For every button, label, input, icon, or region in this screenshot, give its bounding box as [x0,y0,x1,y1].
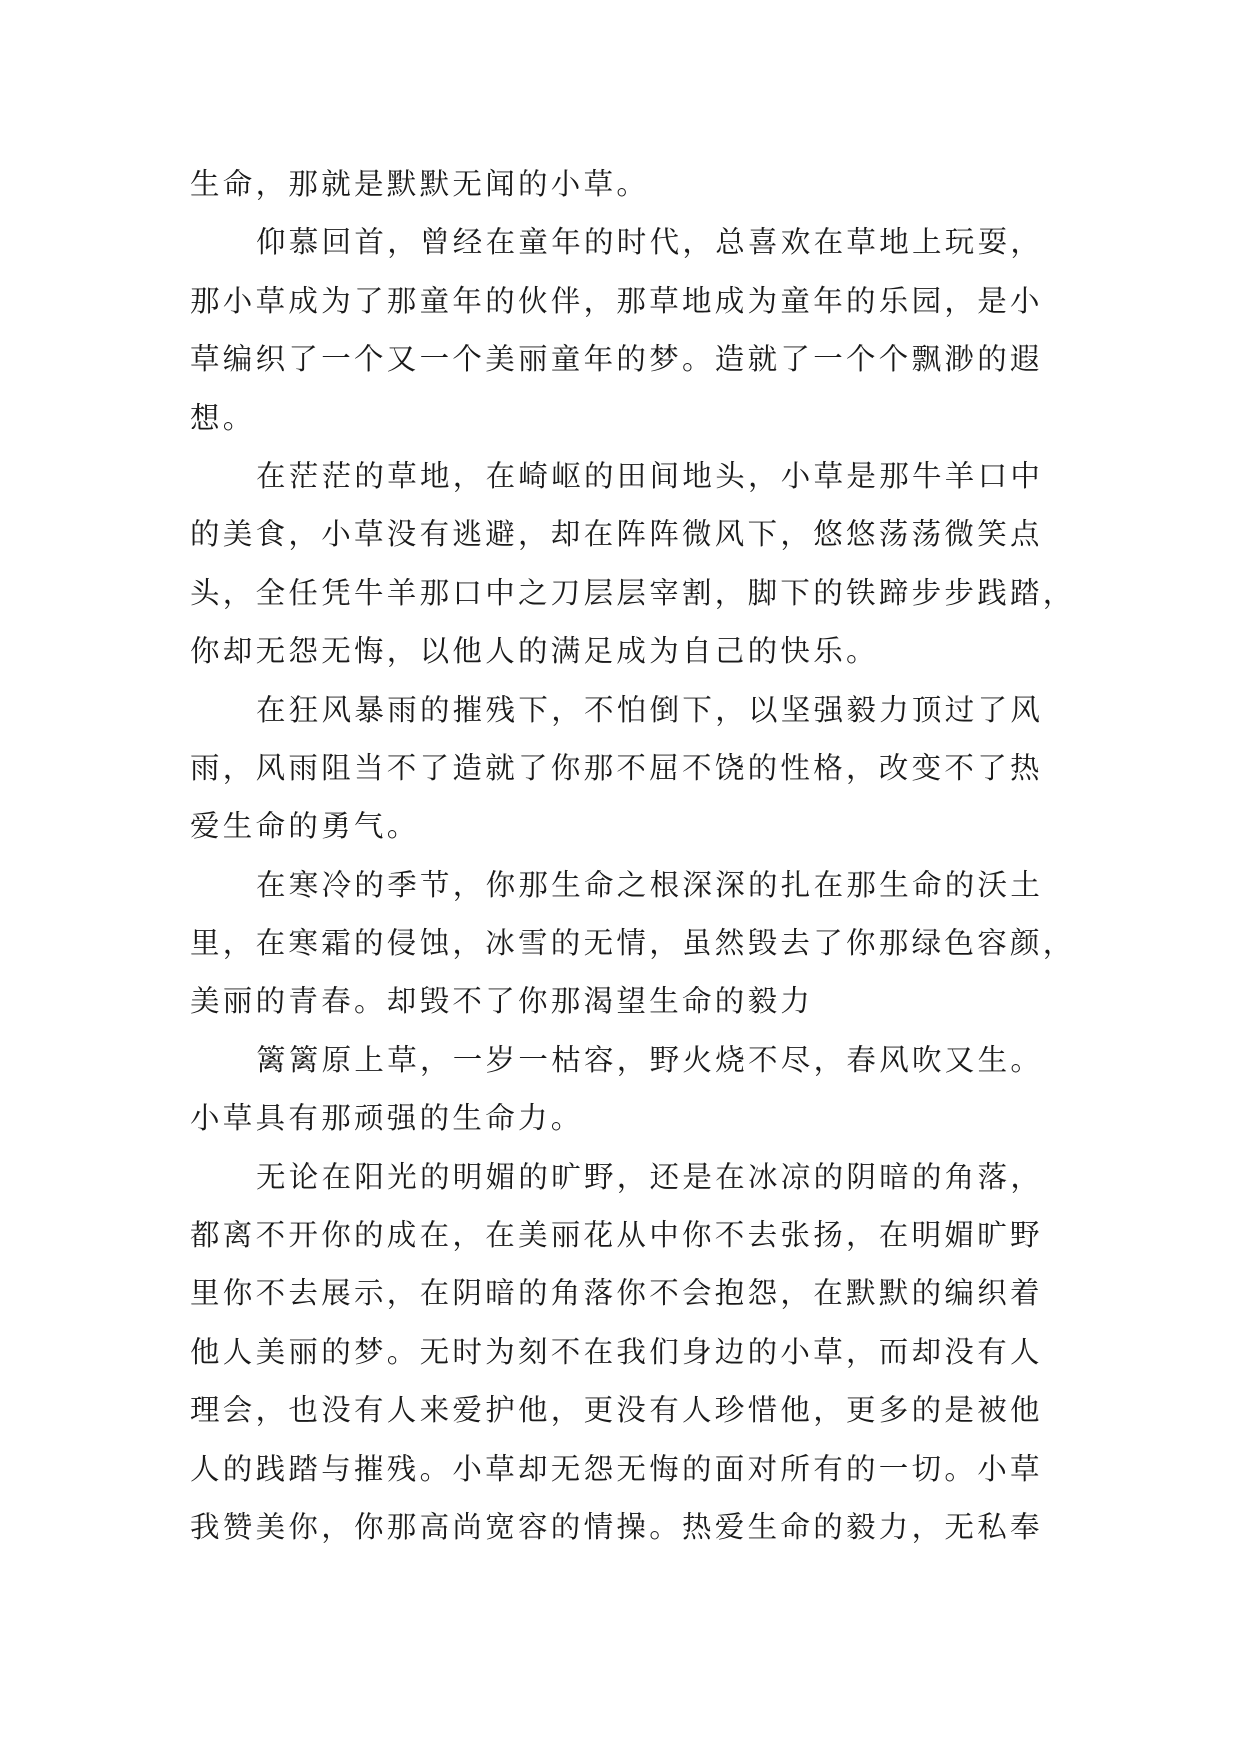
text-line: 头，全任凭牛羊那口中之刀层层宰割，脚下的铁蹄步步践踏， [190,575,1076,610]
text-line: 在狂风暴雨的摧残下，不怕倒下，以坚强毅力顶过了风 [256,692,1044,727]
text-line: 人的践踏与摧残。小草却无怨无悔的面对所有的一切。小草 [190,1451,1043,1486]
text-line: 无论在阳光的明媚的旷野，还是在冰凉的阴暗的角落， [256,1159,1044,1194]
text-line: 的美食，小草没有逃避，却在阵阵微风下，悠悠荡荡微笑点 [190,517,1043,552]
text-line: 理会，也没有人来爱护他，更没有人珍惜他，更多的是被他 [190,1393,1043,1428]
text-line: 爱生命的勇气。 [190,809,420,844]
text-line: 我赞美你，你那高尚宽容的情操。热爱生命的毅力，无私奉 [190,1509,1043,1544]
text-line: 草编织了一个又一个美丽童年的梦。造就了一个个飘渺的遐 [190,342,1043,377]
text-line: 那小草成为了那童年的伙伴，那草地成为童年的乐园，是小 [190,283,1043,318]
text-line: 生命，那就是默默无闻的小草。 [190,167,650,201]
text-line: 里你不去展示，在阴暗的角落你不会抱怨，在默默的编织着 [190,1276,1043,1311]
text-line: 都离不开你的成在，在美丽花从中你不去张扬，在明媚旷野 [190,1218,1043,1253]
body-text [190,155,1076,1556]
text-line: 美丽的青春。却毁不了你那渴望生命的毅力 [190,984,814,1019]
text-line: 篱篱原上草，一岁一枯容，野火烧不尽，春风吹又生。 [256,1042,1044,1077]
text-line: 仰慕回首，曾经在童年的时代，总喜欢在草地上玩耍， [256,225,1044,260]
text-line: 雨，风雨阻当不了造就了你那不屈不饶的性格，改变不了热 [190,750,1043,785]
text-line: 在寒冷的季节，你那生命之根深深的扎在那生命的沃土 [256,867,1044,902]
text-line: 想。 [190,400,256,435]
text-line: 小草具有那顽强的生命力。 [190,1101,584,1136]
text-line: 里，在寒霜的侵蚀，冰雪的无情，虽然毁去了你那绿色容颜， [190,926,1076,961]
text-line: 在茫茫的草地，在崎岖的田间地头，小草是那牛羊口中 [256,458,1044,493]
text-line: 他人美丽的梦。无时为刻不在我们身边的小草，而却没有人 [190,1334,1043,1369]
text-line: 你却无怨无悔，以他人的满足成为自己的快乐。 [190,634,879,669]
